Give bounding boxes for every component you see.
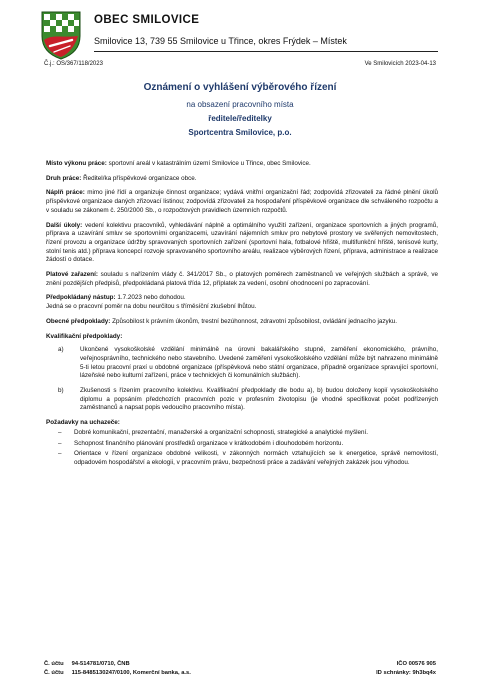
section-qualification-heading: Kvalifikační předpoklady: xyxy=(46,332,123,340)
company-id: IČO 00576 905 xyxy=(396,661,436,667)
municipality-address: Smilovice 13, 739 55 Smilovice u Třince, okres Frýdek – Místek xyxy=(94,36,347,46)
document-date: Ve Smilovicích 2023-04-13 xyxy=(364,61,436,67)
qualification-item: b) Zkušenosti s řízením pracovního kolektivu. Kvalifikační předpoklady dle bodu a), b) budou doloženy kopií vysokoškolského diplomu a popsáním předchozích pracovních pozic v profesním životopisu (je vhodné specifikovat počet podřízených zaměstnanců a napsat popis vedoucího pracovního místa). xyxy=(58,387,438,412)
header-divider xyxy=(94,51,438,52)
section-salary: Platové zařazení: souladu s nařízením vlády č. 341/2017 Sb., o platových poměrech zaměstnanců ve veřejných službách a správě, ve znění pozdějších předpisů, předpokládaná platová třída 12, příplatek za vedení, osobní ohodnocení po zapracování. xyxy=(46,271,438,287)
section-general-requirements: Obecné předpoklady: Způsobilost k právním úkonům, trestní bezúhonnost, zdravotní způsobilost, ovládání jednacího jazyku. xyxy=(46,317,398,325)
section-candidate-requirements-heading: Požadavky na uchazeče: xyxy=(46,419,120,427)
title-position: ředitele/ředitelky xyxy=(208,114,272,123)
title-organization: Sportcentra Smilovice, p.o. xyxy=(188,128,292,137)
bank-account-2: Č. účtu 115-8485130247/0100, Komerční banka, a.s. xyxy=(44,670,191,676)
title-block xyxy=(0,82,480,137)
footer-bank-accounts xyxy=(44,660,191,678)
section-job-content: Náplň práce: mimo jiné řídí a organizuje činnost organizace; vydává vnitřní organizační řád; zodpovídá zřizovateli za řádné plnění úkolů příspěvkové organizace daných zřizovací listinou; zodpovídá zřizovateli za hospodaření příspěvkové organizace dle schváleného rozpočtu a v souladu se zákonem č. 250/2000 Sb., o rozpočtových pravidlech územních rozpočtů. xyxy=(46,189,438,214)
section-other-tasks: Další úkoly: vedení kolektivu pracovníků, vyhledávání náplně a optimálního využití zařízení, organizace sportovních a jiných programů, příprava a uzavírání smluv se sportovními organizacemi, uzavírání nájemních smluv pro nebytové prostory ve svěřených nemovitostech, řízení provozu a organizace údržby spravovaných sportovních zařízení (sportovní hala, fotbalové hřiště, multifunkční hřiště, tenisové kurty, stolní tenis atd.) příprava koncepcí rozvoje spravovaného sportovního areálu, realizace výběrových řízení, příprava, administrace a realizace žádostí o dotace. xyxy=(46,221,439,264)
footer-ids xyxy=(376,660,436,678)
bank-account-1: Č. účtu 94-514781/0710, ČNB xyxy=(44,661,130,667)
section-job-type: Druh práce: Ředitel/ka příspěvkové organizace obce. xyxy=(46,174,197,182)
section-workplace: Místo výkonu práce: sportovní areál v katastrálním území Smilovice u Třince, obec Smilovice. xyxy=(46,160,311,167)
title-subline: na obsazení pracovního místa xyxy=(186,100,294,109)
data-box-id: ID schránky: 9h3bq4x xyxy=(376,670,436,676)
qualification-item: a) Ukončené vysokoškolské vzdělání minimálně na úrovni bakalářského stupně, zaměření ekonomického, právního, veřejnosprávního, technického nebo stavebního. Uvedené zaměření vysokoškolského vzdělání může být nahrazeno minimálně 5-ti letou pracovní praxí u obdobné organizace (příspěvková nebo státní organizace, případně organizace spravující sportovní, lázeňské nebo kulturní zařízení, práce v technických či komunálních službách). xyxy=(58,346,438,380)
document-title: Oznámení o vyhlášení výběrového řízení xyxy=(143,82,337,93)
section-start-date: Předpokládaný nástup: 1.7.2023 nebo dohodou. Jedná se o pracovní poměr na dobu neurčitou s tříměsíční zkušební lhůtou. xyxy=(46,294,257,311)
candidate-requirements-list xyxy=(58,429,438,468)
reference-number: Č.j.: OS/367/118/2023 xyxy=(44,61,103,67)
list-item: – Schopnost finančního plánování prostředků organizace v krátkodobém i dlouhodobém horizontu. xyxy=(58,439,344,447)
list-item: – Orientace v řízení organizace obdobné velikosti, v zákonných normách vztahujících se k energetice, správě nemovitostí, odpadovém hospodářství a ekologii, v pracovním právu, bezpečnosti práce a zadávání veřejných zakázek jsou výhodou. xyxy=(58,450,438,466)
municipality-name: OBEC SMILOVICE xyxy=(94,14,200,26)
list-item: – Dobré komunikační, prezentační, manažerské a organizační schopnosti, strategické a analytické myšlení. xyxy=(58,428,369,436)
document-body xyxy=(46,160,438,470)
municipal-coat-of-arms xyxy=(40,10,82,60)
